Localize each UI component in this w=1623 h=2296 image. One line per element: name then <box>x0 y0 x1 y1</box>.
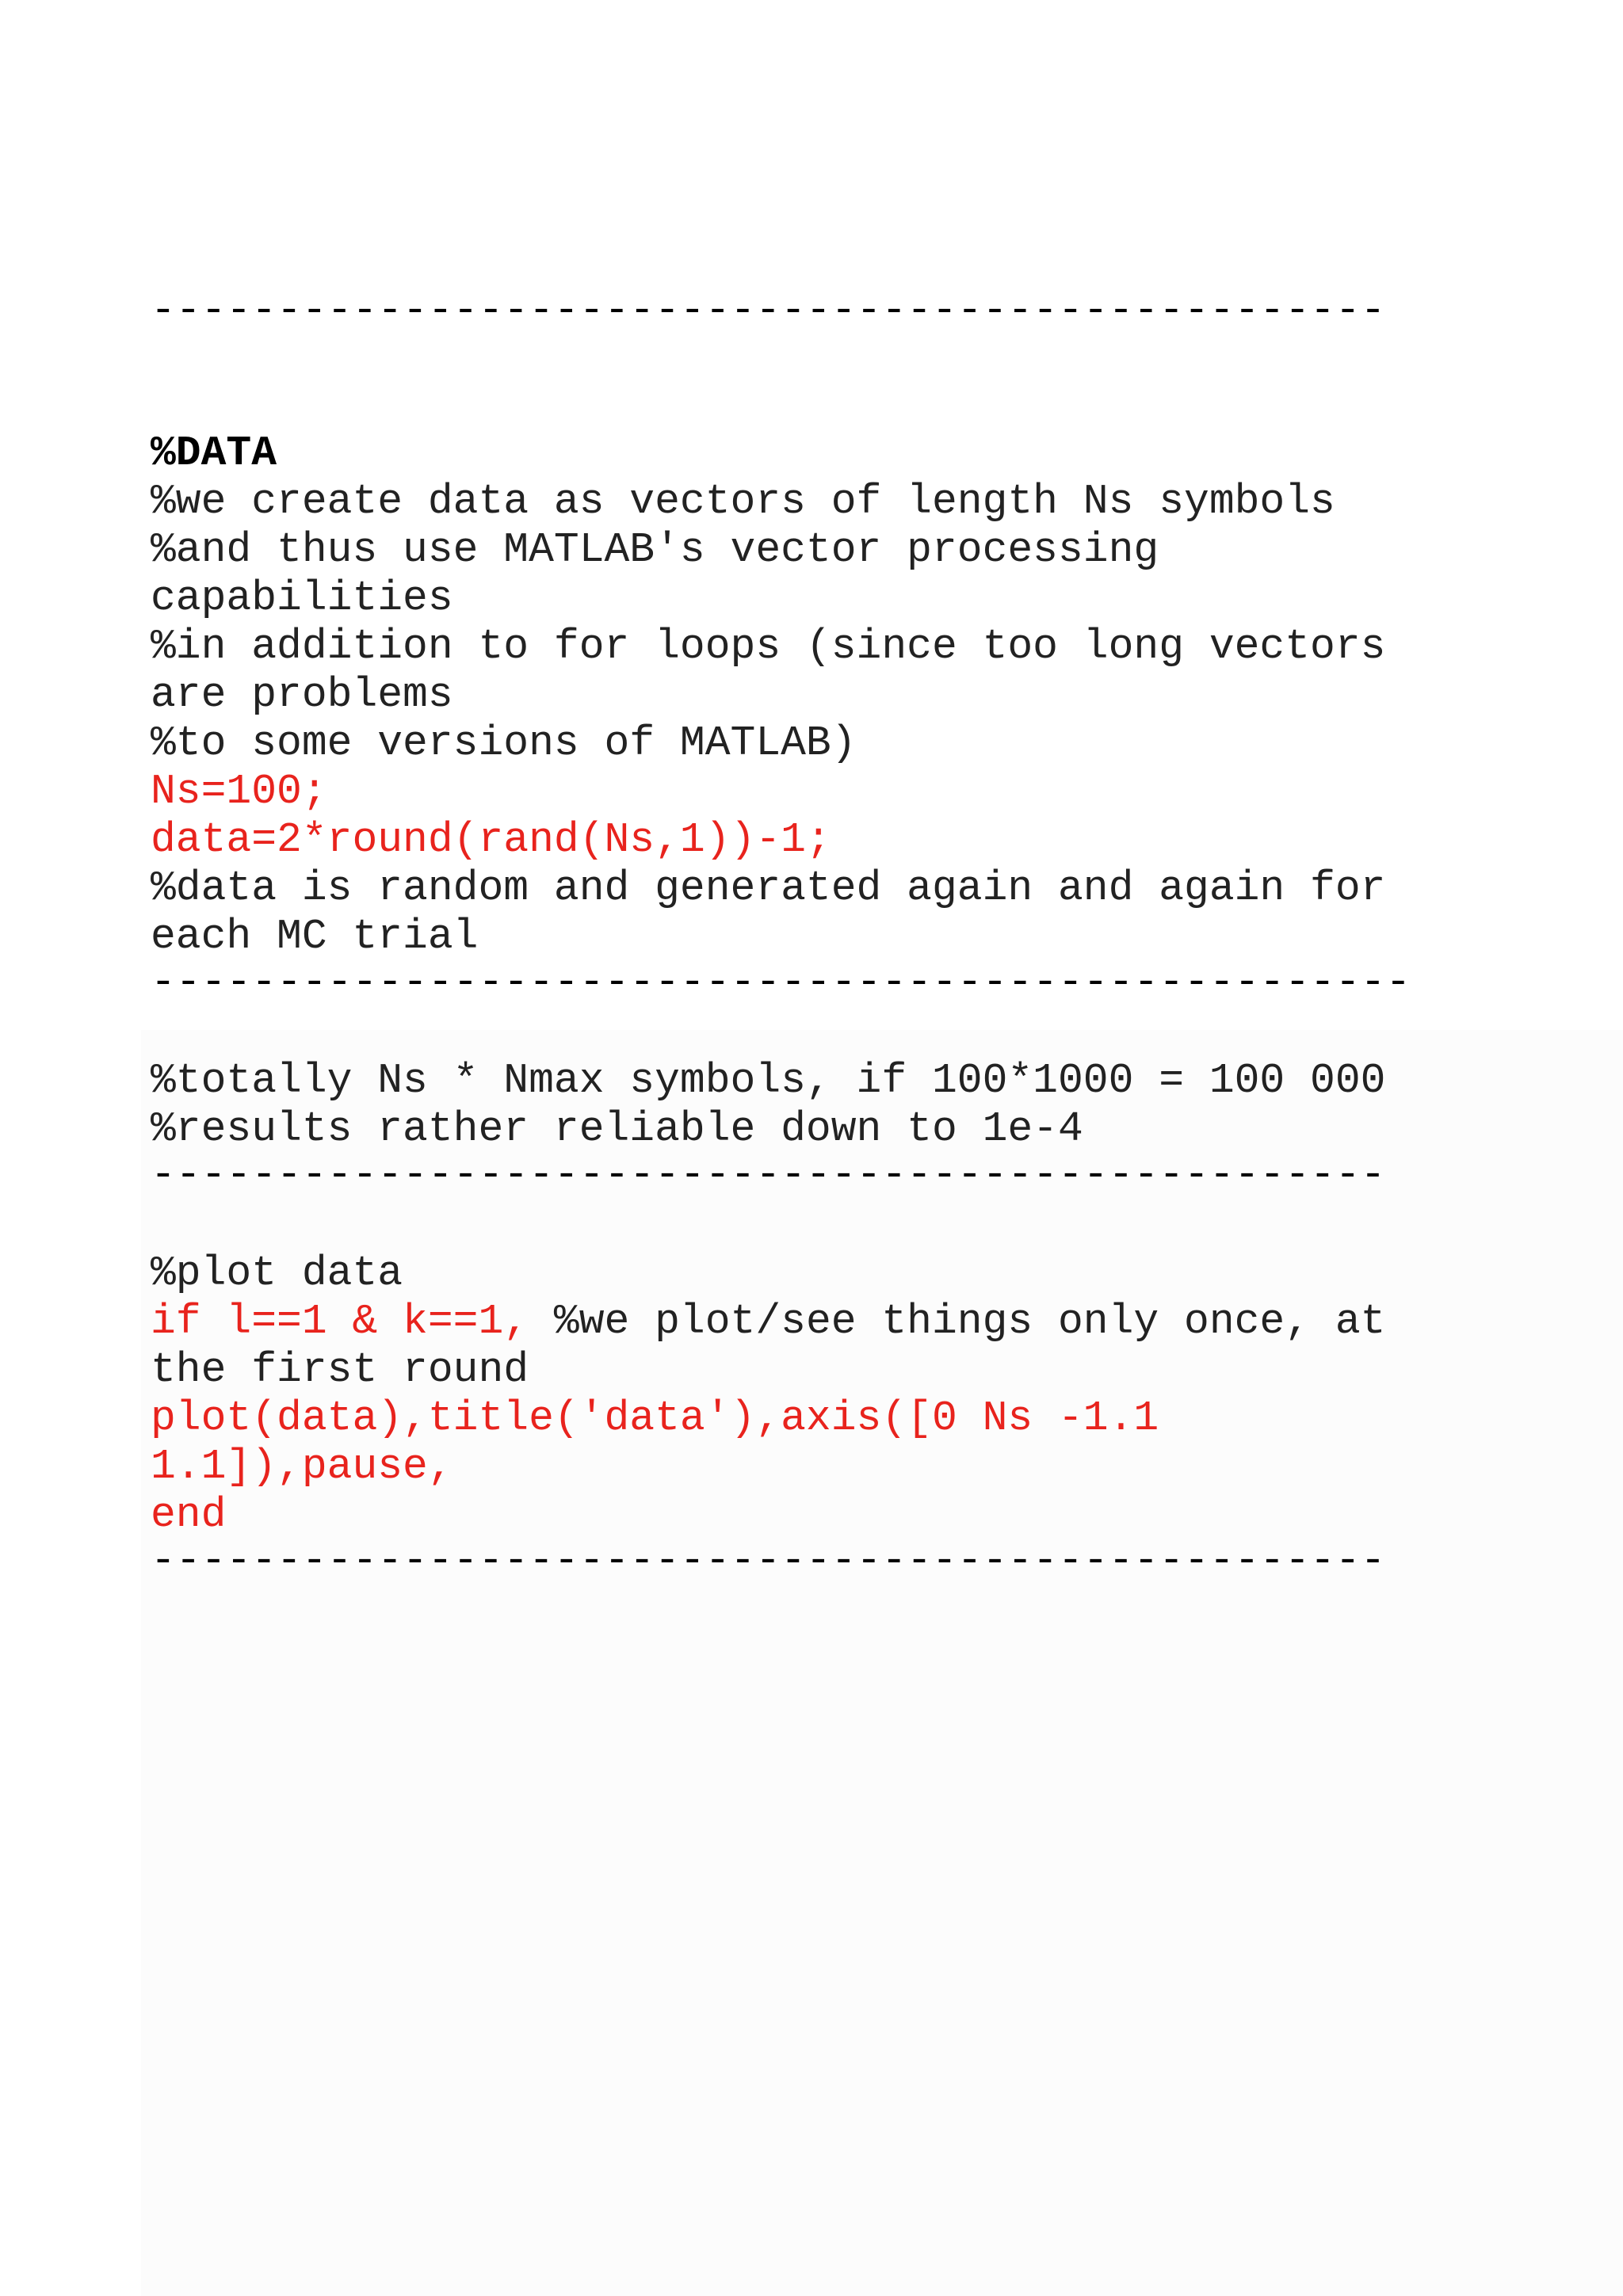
mixed-line <box>151 1298 1385 1345</box>
comment-line: capabilities <box>151 574 453 622</box>
code-line: Ns=100; <box>151 768 327 815</box>
code-segment: if l==1 & k==1, <box>151 1298 554 1345</box>
code-document <box>151 0 1577 1585</box>
comment-line: %in addition to for loops (since too long vectors <box>151 623 1386 670</box>
separator-line: ------------------------------------------------- <box>151 1151 1386 1199</box>
comment-line: %to some versions of MATLAB) <box>151 719 857 767</box>
code-line: end <box>151 1491 227 1539</box>
comment-line: %and thus use MATLAB's vector processing <box>151 526 1159 574</box>
code-line: 1.1]),pause, <box>151 1443 453 1490</box>
comment-line: %we create data as vectors of length Ns symbols <box>151 478 1335 525</box>
code-line: plot(data),title('data'),axis([0 Ns -1.1 <box>151 1394 1159 1442</box>
comment-line: each MC trial <box>151 913 479 960</box>
separator-line: -------------------------------------------------- <box>151 959 1411 1006</box>
comment-line: %plot data <box>151 1249 403 1297</box>
comment-line: %data is random and generated again and again for <box>151 864 1386 912</box>
comment-segment: %we plot/see things only once, at <box>553 1298 1386 1345</box>
page-shade <box>141 1030 1623 2296</box>
comment-line: %results rather reliable down to 1e-4 <box>151 1105 1083 1153</box>
comment-line: %totally Ns * Nmax symbols, if 100*1000 = 100 000 <box>151 1057 1386 1104</box>
section-heading: %DATA <box>151 429 277 477</box>
separator-line: ------------------------------------------------- <box>151 287 1386 334</box>
comment-line: are problems <box>151 671 453 719</box>
code-line: data=2*round(rand(Ns,1))-1; <box>151 816 831 864</box>
comment-line: the first round <box>151 1346 529 1394</box>
separator-line: ------------------------------------------------- <box>151 1537 1386 1585</box>
